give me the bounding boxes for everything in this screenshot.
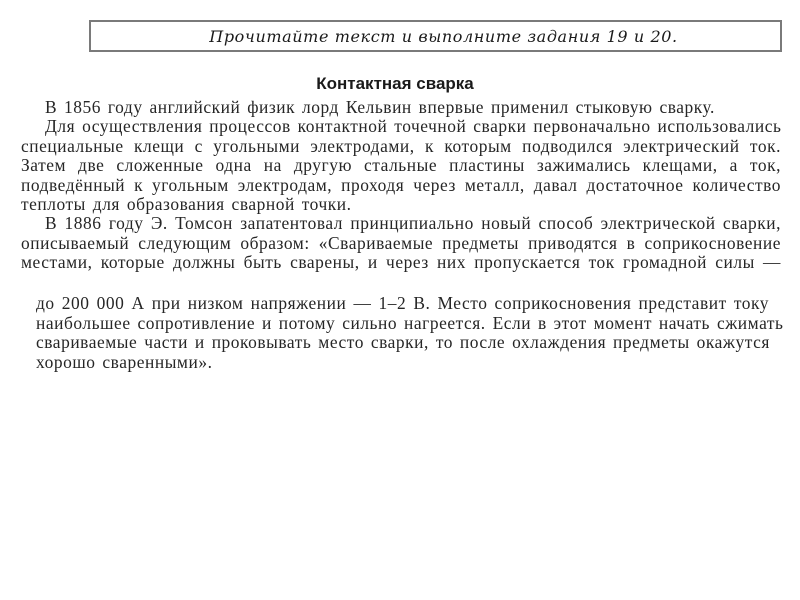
text-line: подведённый к угольным электродам, проходя через металл, давал достаточное количество [21,174,781,195]
document-title: Контактная сварка [316,74,474,93]
text-line: Для осуществления процессов контактной точечной сварки первоначально использовались [45,116,782,137]
text-line: свариваемые части и проковывать место сварки, то после охлаждения предметы окажутся [36,332,770,353]
text-block-1 [21,98,781,273]
text-block-2 [36,293,784,372]
text-line: до 200 000 А при низком напряжении — 1–2 В. Место соприкосновения представит току [36,293,769,313]
text-line: Затем две сложенные одна на другую стальные пластины зажимались клещами, а ток, [21,155,781,176]
text-line: специальные клещи с угольными электродами, к которым подводился электрический ток. [21,135,781,156]
task-instruction-box [89,20,782,52]
text-line: В 1886 году Э. Томсон запатентовал принципиально новый способ электрической сварки, [45,213,781,234]
text-line: наибольшее сопротивление и потому сильно нагреется. Если в этот момент начать сжимать [36,312,784,333]
text-line: хорошо сваренными». [36,351,213,372]
text-line: В 1856 году английский физик лорд Кельвин впервые применил стыковую сварку. [45,97,715,117]
task-instruction-text: Прочитайте текст и выполните задания 19 и 20. [209,26,678,46]
text-line: местами, которые должны быть сварены, и через них пропускается ток громадной силы — [21,252,781,273]
text-line: теплоты для образования сварной точки. [21,193,352,214]
text-line: описываемый следующим образом: «Свариваемые предметы приводятся в соприкосновение [21,232,781,253]
